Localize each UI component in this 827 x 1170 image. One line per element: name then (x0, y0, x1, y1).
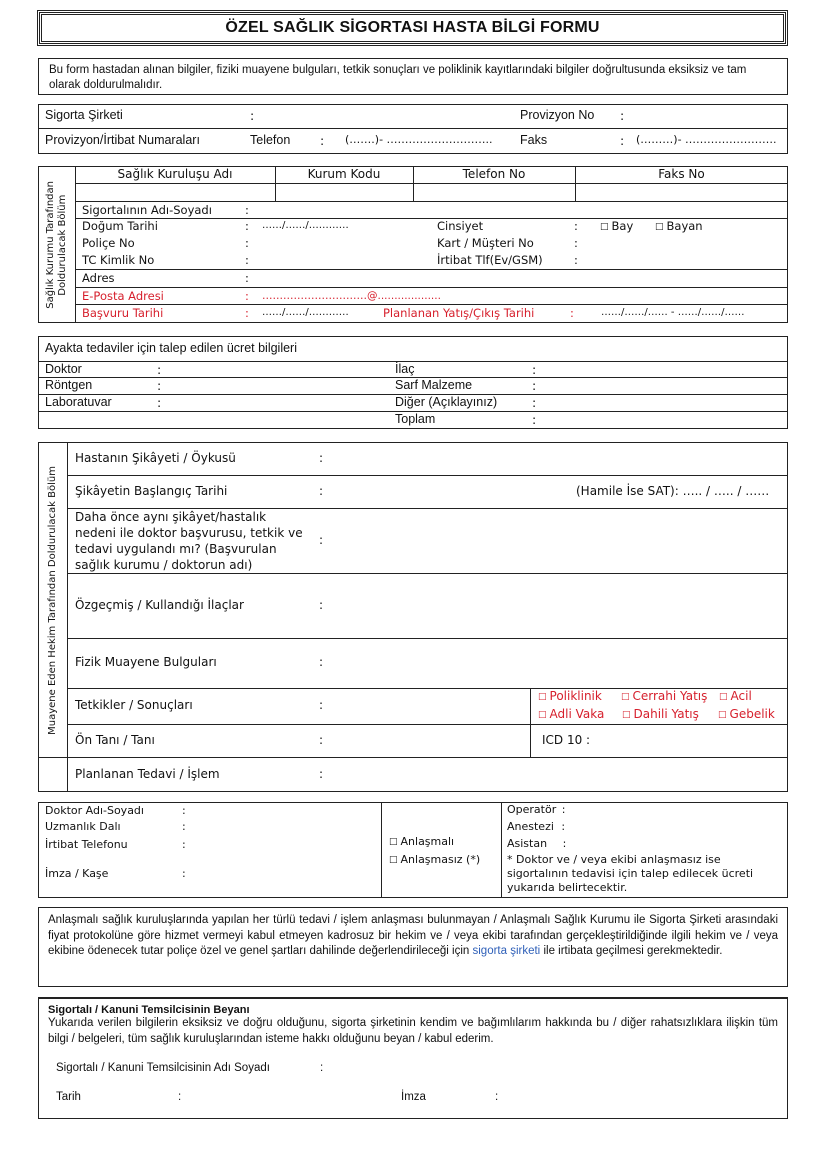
signature-label: İmza (401, 1091, 426, 1103)
policy-no-input[interactable] (258, 236, 428, 251)
doctor-phone-label: İrtibat Telefonu (45, 838, 128, 851)
colon: : (319, 655, 324, 669)
intro-text: Bu form hastadan alınan bilgiler, fiziki muayene bulguları, tetkik sonuçları ve poliklinik kayıtlarındaki bilgiler doğrultusunda eksiksiz ve tam olarak doldurulmalıdır. (38, 58, 788, 95)
gender-female-checkbox[interactable]: □ Bayan (655, 219, 703, 233)
date-label: Tarih (56, 1091, 81, 1103)
doctor-side-label: Muayene Eden Hekim Tarafından Doldurulacak Bölüm (47, 465, 58, 735)
colon: : (245, 253, 249, 267)
header-fax-no: Faks No (658, 167, 705, 181)
colon: : (620, 133, 625, 148)
birth-date-label: Doğum Tarihi (82, 219, 158, 233)
representative-name-input[interactable] (332, 1059, 772, 1077)
fee-other-label: Diğer (Açıklayınız) (395, 395, 498, 409)
colon: : (245, 219, 249, 233)
assistant-label: Asistan : (507, 837, 567, 850)
previous-treatment-input[interactable] (335, 512, 780, 570)
colon: : (245, 289, 249, 303)
card-no-label: Kart / Müşteri No (437, 236, 534, 250)
signature-stamp-area[interactable] (195, 858, 375, 892)
colon: : (319, 598, 324, 612)
colon: : (182, 867, 186, 880)
previous-treatment-label: Daha önce aynı şikâyet/hastalık nedeni ile doktor başvurusu, tetkik ve tedavi uygulandı mı? (Başvurulan sağlık kurumu / doktorun adı) (75, 510, 303, 572)
colon: : (157, 378, 162, 393)
contact-phone-label: İrtibat Tlf(Ev/GSM) (437, 253, 543, 267)
checkbox-icon: □ (600, 222, 609, 232)
email-input[interactable]: …………………………@................... (262, 290, 441, 302)
colon: : (320, 1062, 324, 1074)
doctor-name-label: Doktor Adı-Soyadı (45, 804, 144, 817)
application-date-input[interactable]: ……/……/………… (262, 307, 349, 318)
pregnancy-sat-field[interactable]: (Hamile İse SAT): ….. / ….. / …… (576, 484, 770, 498)
declaration-title: Sigortalı / Kanuni Temsilcisinin Beyanı (48, 1004, 250, 1016)
declaration-date-input[interactable] (190, 1088, 390, 1106)
operator-input[interactable] (575, 803, 780, 817)
signature-stamp-label: İmza / Kaşe (45, 867, 109, 880)
checkbox-icon: □ (389, 855, 398, 865)
planned-treatment-label: Planlanan Tedavi / İşlem (75, 767, 220, 781)
colon: : (320, 133, 325, 148)
complaint-input[interactable] (335, 446, 780, 472)
tc-no-input[interactable] (258, 253, 428, 268)
colon: : (319, 451, 324, 465)
birth-date-input[interactable]: ……/……/………… (262, 220, 349, 231)
header-institution-name: Sağlık Kuruluşu Adı (117, 167, 233, 181)
case-gebelik-checkbox[interactable]: □ Gebelik (718, 707, 775, 721)
planned-dates-label: Planlanan Yatış/Çıkış Tarihi (383, 306, 535, 320)
diagnosis-label: Ön Tanı / Tanı (75, 733, 155, 747)
fee-doctor-input[interactable] (170, 362, 380, 376)
gender-label: Cinsiyet (437, 219, 484, 233)
history-medications-label: Özgeçmiş / Kullandığı İlaçlar (75, 598, 244, 612)
header-institution-code: Kurum Kodu (307, 167, 381, 181)
insurance-company-link[interactable]: sigorta şirketi (472, 945, 541, 957)
gender-male-checkbox[interactable]: □ Bay (600, 219, 634, 233)
address-input[interactable] (258, 270, 778, 286)
agreement-noncontracted-checkbox[interactable]: □ Anlaşmasız (*) (389, 853, 481, 866)
phone-input[interactable]: (…….)- ……………………….. (345, 133, 493, 146)
fees-title: Ayakta tedaviler için talep edilen ücret bilgileri (45, 341, 297, 355)
insurance-company-input[interactable] (262, 106, 512, 126)
card-no-input[interactable] (588, 236, 778, 251)
fee-lab-input[interactable] (170, 395, 380, 410)
doctor-phone-input[interactable] (195, 838, 375, 852)
checkbox-icon: □ (622, 710, 631, 720)
fee-supplies-label: Sarf Malzeme (395, 378, 473, 392)
insured-name-label: Sigortalının Adı-Soyadı (82, 203, 212, 217)
tests-results-label: Tetkikler / Sonuçları (75, 698, 193, 712)
colon: : (245, 236, 249, 250)
fax-label: Faks (520, 133, 548, 147)
checkbox-icon: □ (538, 692, 547, 702)
icd10-input[interactable] (596, 727, 781, 754)
noncontracted-note: * Doktor ve / veya ekibi anlaşmasız ise sigortalının tedavisi için talep edilecek ücreti yukarıda belirtecektir. (507, 853, 754, 894)
insurance-company-label: Sigorta Şirketi (45, 108, 123, 122)
checkbox-icon: □ (538, 710, 547, 720)
colon: : (319, 533, 324, 547)
colon: : (182, 820, 186, 833)
doctor-name-input[interactable] (195, 804, 375, 818)
colon: : (495, 1091, 499, 1103)
checkbox-icon: □ (718, 710, 727, 720)
form-title: ÖZEL SAĞLIK SİGORTASI HASTA BİLGİ FORMU (37, 10, 788, 46)
notice-text: Anlaşmalı sağlık kuruluşlarında yapılan her türlü tedavi / işlem anlaşması bulunmayan / Anlaşmalı Sağlık Kurumu ile Sigorta Şirketi arasındaki fiyat protokolüne göre hizmet vermeyi kabul etmeyen kadrosuz bir hekim ve / veya ekibi tarafından gerçekleştirildiğinde ilgili hekim ve / veya ekibine ödenecek tutar poliçe özel ve genel şartları dahilinde değerlendirileceği için sigorta şirketi ile irtibata geçilmesi gerekmektedir. (48, 914, 778, 957)
declaration-text: Yukarıda verilen bilgilerin eksiksiz ve doğru olduğunu, sigorta şirketinin kendim ve bağımlılarım hakkında bu / diğer rahatsızlıklara ilişkin tüm bilgi / belgeleri, tüm sağlık kuruluşlarından isteme hakkı olduğunu beyan / kabul ederim. (48, 1017, 778, 1045)
checkbox-icon: □ (655, 222, 664, 232)
colon: : (620, 108, 625, 123)
header-phone-no: Telefon No (462, 167, 526, 181)
institution-fax-input[interactable] (576, 184, 787, 200)
institution-side-label: Sağlık Kurumu Tarafından Doldurulacak Bölüm (45, 180, 68, 309)
case-acil-checkbox[interactable]: □ Acil (719, 689, 752, 703)
colon: : (157, 362, 162, 377)
assistant-input[interactable] (575, 837, 780, 851)
fee-doctor-label: Doktor (45, 362, 82, 376)
case-dahili-yatis-checkbox[interactable]: □ Dahili Yatış (622, 707, 699, 721)
fee-total-input[interactable] (545, 412, 780, 427)
complaint-start-date-input[interactable] (335, 479, 565, 505)
checkbox-icon: □ (389, 837, 398, 847)
address-label: Adres (82, 271, 115, 285)
colon: : (245, 271, 249, 285)
complaint-label: Hastanın Şikâyeti / Öykusü (75, 451, 236, 465)
phone-label: Telefon (250, 133, 291, 147)
colon: : (319, 698, 324, 712)
provision-no-input[interactable] (632, 106, 782, 126)
agreement-contracted-checkbox[interactable]: □ Anlaşmalı (389, 835, 455, 848)
colon: : (319, 484, 324, 498)
colon: : (319, 767, 324, 781)
application-date-label: Başvuru Tarihi (82, 306, 164, 320)
planned-dates-input[interactable]: ……/……/…… - ……/……/…… (601, 307, 745, 318)
declaration-signature-area[interactable] (507, 1084, 777, 1112)
institution-name-input[interactable] (76, 184, 274, 200)
colon: : (532, 395, 537, 410)
insured-name-input[interactable] (258, 202, 778, 217)
case-cerrahi-yatis-checkbox[interactable]: □ Cerrahi Yatış (621, 689, 708, 703)
complaint-start-date-label: Şikâyetin Başlangıç Tarihi (75, 484, 228, 498)
tests-results-input[interactable] (335, 692, 525, 720)
fee-xray-input[interactable] (170, 378, 380, 393)
operator-label: Operatör : (507, 803, 566, 816)
contact-phone-input[interactable] (588, 253, 778, 268)
specialty-label: Uzmanlık Dalı (45, 820, 121, 833)
fee-total-label: Toplam (395, 412, 436, 426)
colon: : (157, 395, 162, 410)
institution-code-input[interactable] (276, 184, 412, 200)
contact-numbers-label: Provizyon/İrtibat Numaraları (45, 133, 200, 147)
colon: : (178, 1091, 182, 1103)
anesthesia-label: Anestezi : (507, 820, 566, 833)
colon: : (245, 306, 249, 320)
fee-other-input[interactable] (545, 395, 780, 410)
tc-no-label: TC Kimlik No (82, 253, 155, 267)
case-poliklinik-checkbox[interactable]: □ Poliklinik (538, 689, 602, 703)
colon: : (182, 838, 186, 851)
checkbox-icon: □ (621, 692, 630, 702)
policy-no-label: Poliçe No (82, 236, 135, 250)
specialty-input[interactable] (195, 820, 375, 834)
colon: : (532, 362, 537, 377)
icd10-label: ICD 10 : (542, 733, 591, 747)
physical-exam-input[interactable] (335, 642, 780, 684)
diagnosis-input[interactable] (335, 727, 525, 754)
anesthesia-input[interactable] (575, 820, 780, 834)
case-adli-vaka-checkbox[interactable]: □ Adli Vaka (538, 707, 605, 721)
institution-phone-input[interactable] (414, 184, 574, 200)
history-medications-input[interactable] (335, 577, 780, 635)
colon: : (574, 236, 578, 250)
fax-input[interactable]: (………)- ……………………. (636, 133, 777, 146)
fee-supplies-input[interactable] (545, 378, 780, 393)
fee-medicine-input[interactable] (545, 362, 780, 376)
fee-lab-label: Laboratuvar (45, 395, 112, 409)
colon: : (570, 306, 574, 320)
colon: : (574, 253, 578, 267)
physical-exam-label: Fizik Muayene Bulguları (75, 655, 217, 669)
provision-no-label: Provizyon No (520, 108, 595, 122)
email-label: E-Posta Adresi (82, 289, 164, 303)
colon: : (319, 733, 324, 747)
colon: : (574, 219, 578, 233)
representative-name-label: Sigortalı / Kanuni Temsilcisinin Adı Soyadı (56, 1062, 270, 1074)
fee-medicine-label: İlaç (395, 362, 415, 376)
colon: : (182, 804, 186, 817)
colon: : (532, 378, 537, 393)
fee-xray-label: Röntgen (45, 378, 93, 392)
colon: : (245, 203, 249, 217)
checkbox-icon: □ (719, 692, 728, 702)
planned-treatment-input[interactable] (335, 761, 780, 788)
colon: : (250, 108, 255, 123)
colon: : (532, 412, 537, 427)
